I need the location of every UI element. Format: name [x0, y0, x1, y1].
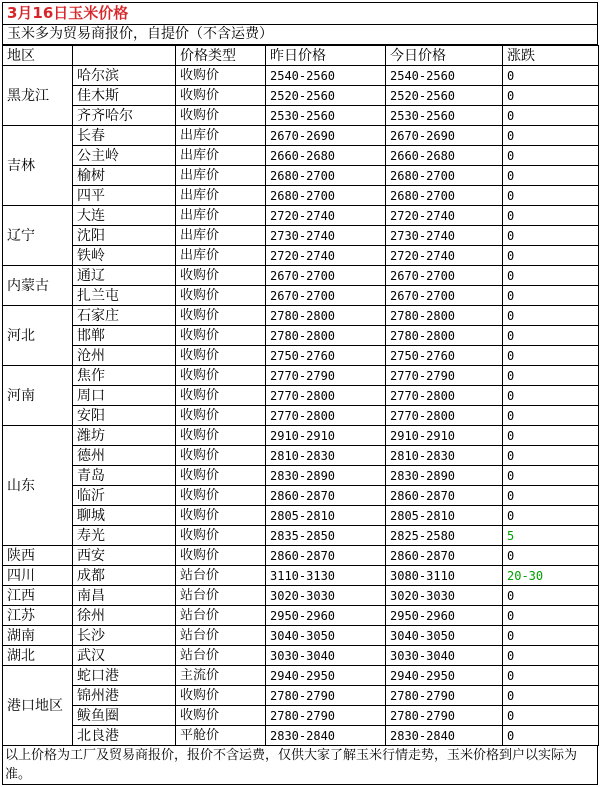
- yesterday-price-cell: 2770-2790: [266, 366, 386, 386]
- price-type-cell: 主流价: [176, 666, 266, 686]
- price-type-cell: 收购价: [176, 86, 266, 106]
- change-cell: 5: [503, 526, 599, 546]
- today-price-cell: 2720-2740: [386, 246, 503, 266]
- table-row: [3, 606, 599, 626]
- region-cell: 山东: [3, 426, 73, 546]
- table-row: [3, 666, 599, 686]
- yesterday-price-cell: 2720-2740: [266, 206, 386, 226]
- table-row: [3, 226, 599, 246]
- price-type-cell: 收购价: [176, 66, 266, 86]
- table-row: [3, 686, 599, 706]
- price-type-cell: 站台价: [176, 626, 266, 646]
- price-type-cell: 收购价: [176, 486, 266, 506]
- table-row: [3, 446, 599, 466]
- table-row: [3, 246, 599, 266]
- price-type-cell: 站台价: [176, 586, 266, 606]
- yesterday-price-cell: 2770-2800: [266, 406, 386, 426]
- city-cell: 潍坊: [73, 426, 176, 446]
- table-row: [3, 186, 599, 206]
- page-subtitle: 玉米多为贸易商报价，自提价（不含运费）: [2, 25, 598, 45]
- change-cell: 0: [503, 66, 599, 86]
- today-price-cell: 2750-2760: [386, 346, 503, 366]
- today-price-cell: 2670-2690: [386, 126, 503, 146]
- price-type-cell: 收购价: [176, 506, 266, 526]
- price-type-cell: 收购价: [176, 546, 266, 566]
- price-type-cell: 收购价: [176, 326, 266, 346]
- table-row: [3, 286, 599, 306]
- yesterday-price-cell: 2680-2700: [266, 186, 386, 206]
- table-body: [3, 66, 599, 746]
- price-type-cell: 收购价: [176, 466, 266, 486]
- table-row: [3, 406, 599, 426]
- city-cell: 铁岭: [73, 246, 176, 266]
- yesterday-price-cell: 2660-2680: [266, 146, 386, 166]
- city-cell: 临沂: [73, 486, 176, 506]
- today-price-cell: 2810-2830: [386, 446, 503, 466]
- yesterday-price-cell: 2860-2870: [266, 546, 386, 566]
- table-row: [3, 346, 599, 366]
- city-cell: 北良港: [73, 726, 176, 746]
- change-cell: 0: [503, 686, 599, 706]
- table-row: [3, 546, 599, 566]
- table-row: [3, 726, 599, 746]
- price-type-cell: 出库价: [176, 226, 266, 246]
- yesterday-price-cell: 2720-2740: [266, 246, 386, 266]
- change-cell: 0: [503, 306, 599, 326]
- table-row: [3, 466, 599, 486]
- change-cell: 0: [503, 126, 599, 146]
- change-cell: 20-30: [503, 566, 599, 586]
- today-price-cell: 2950-2960: [386, 606, 503, 626]
- change-cell: 0: [503, 406, 599, 426]
- city-cell: 周口: [73, 386, 176, 406]
- change-cell: 0: [503, 446, 599, 466]
- city-cell: 寿光: [73, 526, 176, 546]
- today-price-cell: 2670-2700: [386, 266, 503, 286]
- city-cell: 榆树: [73, 166, 176, 186]
- header-region: 地区: [3, 46, 73, 66]
- price-type-cell: 出库价: [176, 166, 266, 186]
- price-type-cell: 收购价: [176, 406, 266, 426]
- today-price-cell: 2670-2700: [386, 286, 503, 306]
- page-title: 3月16日玉米价格: [2, 2, 598, 25]
- change-cell: 0: [503, 326, 599, 346]
- table-row: [3, 386, 599, 406]
- change-cell: 0: [503, 426, 599, 446]
- city-cell: 蛇口港: [73, 666, 176, 686]
- price-type-cell: 站台价: [176, 606, 266, 626]
- change-cell: 0: [503, 486, 599, 506]
- region-cell: 河北: [3, 306, 73, 366]
- table-row: [3, 366, 599, 386]
- table-row: [3, 506, 599, 526]
- change-cell: 0: [503, 646, 599, 666]
- yesterday-price-cell: 2830-2840: [266, 726, 386, 746]
- yesterday-price-cell: 2670-2700: [266, 286, 386, 306]
- table-header-row: [3, 46, 599, 66]
- today-price-cell: 3020-3030: [386, 586, 503, 606]
- today-price-cell: 2540-2560: [386, 66, 503, 86]
- yesterday-price-cell: 2780-2800: [266, 306, 386, 326]
- region-cell: 湖北: [3, 646, 73, 666]
- header-city: [73, 46, 176, 66]
- city-cell: 成都: [73, 566, 176, 586]
- yesterday-price-cell: 2780-2790: [266, 706, 386, 726]
- yesterday-price-cell: 2520-2560: [266, 86, 386, 106]
- today-price-cell: 2730-2740: [386, 226, 503, 246]
- table-row: [3, 326, 599, 346]
- price-type-cell: 出库价: [176, 126, 266, 146]
- region-cell: 江西: [3, 586, 73, 606]
- today-price-cell: 3040-3050: [386, 626, 503, 646]
- yesterday-price-cell: 2940-2950: [266, 666, 386, 686]
- price-type-cell: 收购价: [176, 366, 266, 386]
- price-type-cell: 收购价: [176, 386, 266, 406]
- today-price-cell: 2780-2790: [386, 706, 503, 726]
- price-table: [2, 45, 599, 746]
- table-row: [3, 86, 599, 106]
- today-price-cell: 3030-3040: [386, 646, 503, 666]
- today-price-cell: 2780-2800: [386, 306, 503, 326]
- change-cell: 0: [503, 506, 599, 526]
- yesterday-price-cell: 2860-2870: [266, 486, 386, 506]
- table-row: [3, 166, 599, 186]
- yesterday-price-cell: 2750-2760: [266, 346, 386, 366]
- yesterday-price-cell: 3030-3040: [266, 646, 386, 666]
- yesterday-price-cell: 3020-3030: [266, 586, 386, 606]
- price-type-cell: 收购价: [176, 706, 266, 726]
- city-cell: 扎兰屯: [73, 286, 176, 306]
- region-cell: 黑龙江: [3, 66, 73, 126]
- yesterday-price-cell: 2830-2890: [266, 466, 386, 486]
- change-cell: 0: [503, 546, 599, 566]
- city-cell: 聊城: [73, 506, 176, 526]
- price-type-cell: 出库价: [176, 186, 266, 206]
- yesterday-price-cell: 3110-3130: [266, 566, 386, 586]
- city-cell: 德州: [73, 446, 176, 466]
- today-price-cell: 2530-2560: [386, 106, 503, 126]
- change-cell: 0: [503, 86, 599, 106]
- table-row: [3, 486, 599, 506]
- yesterday-price-cell: 2730-2740: [266, 226, 386, 246]
- region-cell: 港口地区: [3, 666, 73, 746]
- city-cell: 公主岭: [73, 146, 176, 166]
- change-cell: 0: [503, 666, 599, 686]
- today-price-cell: 2825-2580: [386, 526, 503, 546]
- price-type-cell: 收购价: [176, 306, 266, 326]
- city-cell: 沈阳: [73, 226, 176, 246]
- price-type-cell: 收购价: [176, 426, 266, 446]
- table-row: [3, 586, 599, 606]
- city-cell: 长沙: [73, 626, 176, 646]
- region-cell: 吉林: [3, 126, 73, 206]
- change-cell: 0: [503, 466, 599, 486]
- region-cell: 辽宁: [3, 206, 73, 266]
- today-price-cell: 2830-2890: [386, 466, 503, 486]
- yesterday-price-cell: 2910-2910: [266, 426, 386, 446]
- price-type-cell: 收购价: [176, 346, 266, 366]
- table-row: [3, 526, 599, 546]
- today-price-cell: 3080-3110: [386, 566, 503, 586]
- change-cell: 0: [503, 726, 599, 746]
- yesterday-price-cell: 2680-2700: [266, 166, 386, 186]
- city-cell: 哈尔滨: [73, 66, 176, 86]
- change-cell: 0: [503, 246, 599, 266]
- today-price-cell: 2660-2680: [386, 146, 503, 166]
- city-cell: 锦州港: [73, 686, 176, 706]
- yesterday-price-cell: 2810-2830: [266, 446, 386, 466]
- city-cell: 长春: [73, 126, 176, 146]
- today-price-cell: 2720-2740: [386, 206, 503, 226]
- today-price-cell: 2770-2800: [386, 386, 503, 406]
- today-price-cell: 2680-2700: [386, 186, 503, 206]
- today-price-cell: 2860-2870: [386, 546, 503, 566]
- today-price-cell: 2860-2870: [386, 486, 503, 506]
- city-cell: 安阳: [73, 406, 176, 426]
- city-cell: 青岛: [73, 466, 176, 486]
- change-cell: 0: [503, 706, 599, 726]
- yesterday-price-cell: 2950-2960: [266, 606, 386, 626]
- table-row: [3, 306, 599, 326]
- price-type-cell: 出库价: [176, 246, 266, 266]
- table-row: [3, 146, 599, 166]
- header-yesterday-price: 昨日价格: [266, 46, 386, 66]
- region-cell: 江苏: [3, 606, 73, 626]
- footer-note: 以上价格为工厂及贸易商报价，报价不含运费，仅供大家了解玉米行情走势，玉米价格到户以实际为准。: [2, 745, 598, 785]
- region-cell: 陕西: [3, 546, 73, 566]
- city-cell: 西安: [73, 546, 176, 566]
- price-type-cell: 站台价: [176, 646, 266, 666]
- header-change: 涨跌: [503, 46, 599, 66]
- city-cell: 齐齐哈尔: [73, 106, 176, 126]
- price-type-cell: 平舱价: [176, 726, 266, 746]
- yesterday-price-cell: 2805-2810: [266, 506, 386, 526]
- header-today-price: 今日价格: [386, 46, 503, 66]
- change-cell: 0: [503, 626, 599, 646]
- price-type-cell: 收购价: [176, 446, 266, 466]
- change-cell: 0: [503, 606, 599, 626]
- yesterday-price-cell: 2670-2700: [266, 266, 386, 286]
- city-cell: 石家庄: [73, 306, 176, 326]
- today-price-cell: 2830-2840: [386, 726, 503, 746]
- price-type-cell: 收购价: [176, 686, 266, 706]
- table-row: [3, 646, 599, 666]
- header-price-type: 价格类型: [176, 46, 266, 66]
- price-type-cell: 出库价: [176, 146, 266, 166]
- yesterday-price-cell: 2540-2560: [266, 66, 386, 86]
- today-price-cell: 2780-2790: [386, 686, 503, 706]
- change-cell: 0: [503, 146, 599, 166]
- city-cell: 焦作: [73, 366, 176, 386]
- today-price-cell: 2805-2810: [386, 506, 503, 526]
- change-cell: 0: [503, 266, 599, 286]
- change-cell: 0: [503, 286, 599, 306]
- change-cell: 0: [503, 206, 599, 226]
- yesterday-price-cell: 2780-2800: [266, 326, 386, 346]
- yesterday-price-cell: 2780-2790: [266, 686, 386, 706]
- change-cell: 0: [503, 166, 599, 186]
- change-cell: 0: [503, 226, 599, 246]
- city-cell: 鲅鱼圈: [73, 706, 176, 726]
- region-cell: 河南: [3, 366, 73, 426]
- change-cell: 0: [503, 366, 599, 386]
- table-row: [3, 206, 599, 226]
- city-cell: 沧州: [73, 346, 176, 366]
- today-price-cell: 2770-2790: [386, 366, 503, 386]
- city-cell: 通辽: [73, 266, 176, 286]
- yesterday-price-cell: 3040-3050: [266, 626, 386, 646]
- city-cell: 徐州: [73, 606, 176, 626]
- change-cell: 0: [503, 386, 599, 406]
- yesterday-price-cell: 2770-2800: [266, 386, 386, 406]
- region-cell: 内蒙古: [3, 266, 73, 306]
- table-row: [3, 706, 599, 726]
- price-type-cell: 收购价: [176, 286, 266, 306]
- table-row: [3, 426, 599, 446]
- city-cell: 武汉: [73, 646, 176, 666]
- city-cell: 佳木斯: [73, 86, 176, 106]
- yesterday-price-cell: 2835-2850: [266, 526, 386, 546]
- today-price-cell: 2940-2950: [386, 666, 503, 686]
- today-price-cell: 2780-2800: [386, 326, 503, 346]
- table-row: [3, 626, 599, 646]
- change-cell: 0: [503, 186, 599, 206]
- region-cell: 四川: [3, 566, 73, 586]
- today-price-cell: 2770-2800: [386, 406, 503, 426]
- city-cell: 南昌: [73, 586, 176, 606]
- change-cell: 0: [503, 346, 599, 366]
- yesterday-price-cell: 2670-2690: [266, 126, 386, 146]
- table-row: [3, 126, 599, 146]
- price-type-cell: 收购价: [176, 266, 266, 286]
- city-cell: 大连: [73, 206, 176, 226]
- today-price-cell: 2520-2560: [386, 86, 503, 106]
- table-row: [3, 266, 599, 286]
- price-type-cell: 站台价: [176, 566, 266, 586]
- city-cell: 四平: [73, 186, 176, 206]
- price-type-cell: 收购价: [176, 526, 266, 546]
- today-price-cell: 2910-2910: [386, 426, 503, 446]
- today-price-cell: 2680-2700: [386, 166, 503, 186]
- price-type-cell: 收购价: [176, 106, 266, 126]
- yesterday-price-cell: 2530-2560: [266, 106, 386, 126]
- price-type-cell: 出库价: [176, 206, 266, 226]
- table-row: [3, 66, 599, 86]
- table-row: [3, 566, 599, 586]
- city-cell: 邯郸: [73, 326, 176, 346]
- change-cell: 0: [503, 106, 599, 126]
- region-cell: 湖南: [3, 626, 73, 646]
- table-row: [3, 106, 599, 126]
- change-cell: 0: [503, 586, 599, 606]
